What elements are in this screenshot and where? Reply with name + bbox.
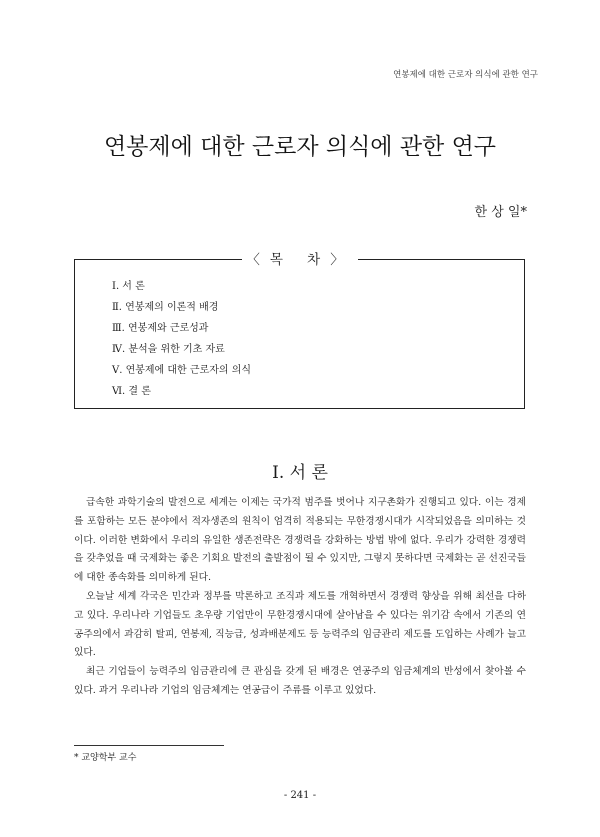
toc-title-wrap [0, 248, 600, 268]
page-number: - 241 - [283, 790, 317, 801]
author-name: 한 상 일* [474, 205, 527, 220]
toc-item: Ⅰ. 서 론 [112, 281, 145, 292]
toc-title [242, 248, 357, 268]
paragraph: 최근 기업들이 능력주의 임금관리에 큰 관심을 갖게 된 배경은 연공주의 임금체계의 반성에서 찾아볼 수 있다. 과거 우리나라 기업의 임금체계는 연공급이 주류를 이루고 있었다. [74, 666, 526, 696]
body-text [74, 494, 526, 701]
paper-title: 연봉제에 대한 근로자 의식에 관한 연구 [103, 134, 497, 160]
toc-item: Ⅴ. 연봉제에 대한 근로자의 의식 [112, 365, 252, 376]
running-header: 연봉제에 대한 근로자 의식에 관한 연구 [393, 70, 538, 80]
toc-title-right-bracket: 〉 [330, 252, 354, 268]
paragraph: 급속한 과학기술의 발전으로 세계는 이제는 국가적 범주를 벗어나 지구촌화가 진행되고 있다. 이는 경제를 포함하는 모든 분야에서 적자생존의 원칙이 엄격히 적용되는 무한경쟁시대가 시작되었음을 의미하는 것이다. 이러한 변화에서 우리의 유일한 생존전략은 경쟁력을 강화하는 방법 밖에 없다. 우리가 강력한 경쟁력을 갖추었을 때 국제화는 좋은 기회요 발전의 출발점이 될 수 있지만, 그렇지 못하다면 국제화는 곧 선진국들에 대한 종속화를 의미하게 된다. [74, 497, 526, 584]
toc-title-left-bracket: 〈 [246, 252, 270, 268]
footnote: * 교양학부 교수 [74, 753, 137, 763]
paragraph: 오늘날 세계 각국은 민간과 정부를 막론하고 조직과 제도를 개혁하면서 경쟁력 향상을 위해 최선을 다하고 있다. 우리나라 기업들도 초우량 기업만이 무한경쟁시대에 살아남을 수 있다는 위기감 속에서 기존의 연공주의에서 과감히 탈피, 연봉제, 직능급, 성과배분제도 등 능력주의 임금관리 제도를 도입하는 사례가 늘고 있다. [74, 590, 526, 659]
toc-item: Ⅵ. 결 론 [112, 386, 151, 397]
toc-item: Ⅲ. 연봉제와 근로성과 [112, 323, 209, 334]
toc-item: Ⅱ. 연봉제의 이론적 배경 [112, 302, 219, 313]
toc-list [112, 276, 251, 402]
section-heading: Ⅰ. 서 론 [272, 463, 328, 483]
footnote-divider [74, 745, 224, 746]
toc-title-text: 목 차 [269, 252, 331, 268]
toc-item: Ⅳ. 분석을 위한 기초 자료 [112, 344, 225, 355]
